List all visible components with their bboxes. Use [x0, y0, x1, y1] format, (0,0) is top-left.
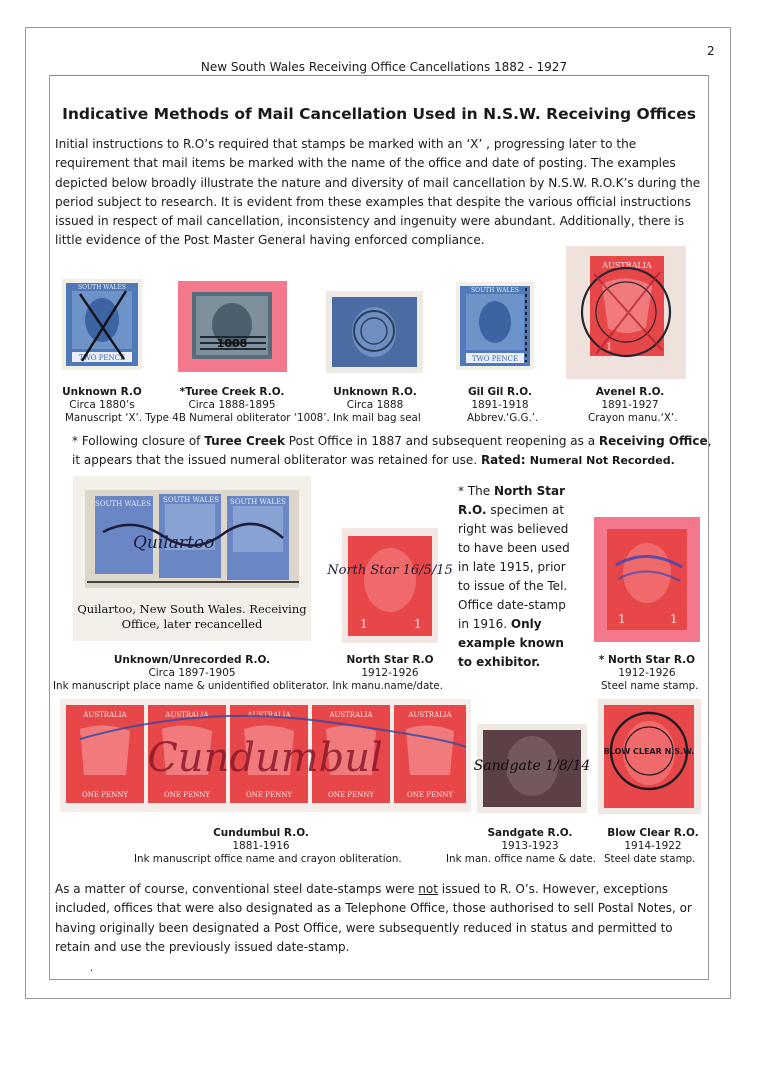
caption-quilartoo: [97, 654, 287, 680]
stamp-turee-creek-mount: [178, 281, 287, 372]
stamp-legend-text: SOUTH WALES: [230, 498, 286, 506]
note-text: * Following closure of: [72, 434, 205, 448]
caption-name: * North Star R.O: [598, 654, 696, 666]
stray-mark: ·: [90, 966, 94, 977]
stamp-value-text: 1: [618, 612, 626, 626]
caption-name: *Turee Creek R.O.: [179, 386, 285, 398]
caption-unknown-ro-2: [320, 386, 430, 412]
caption-date: 1912-1926: [618, 667, 676, 679]
stamp-legend-text: AUSTRALIA: [83, 711, 127, 719]
stamp-legend-text: SOUTH WALES: [78, 284, 126, 291]
sandgate-description: Ink man. office name & date.: [446, 853, 597, 865]
stamp-value-text: ONE PENNY: [82, 791, 128, 799]
note-text: Post Office in 1887 and subsequent reopening as a: [284, 434, 599, 448]
note-office: Turee Creek: [204, 434, 285, 448]
caption-date: 1913-1923: [501, 840, 559, 852]
caption-unknown-ro-1: [52, 386, 152, 412]
page-number: 2: [707, 44, 715, 58]
caption-sandgate: [475, 827, 585, 853]
stamp-value-text: 1: [414, 617, 422, 631]
quilartoo-label-line-1: Quilartoo, New South Wales. Receiving: [77, 602, 307, 616]
numeral-obliterator-text: 1008: [216, 337, 248, 350]
caption-date: 1891-1918: [471, 399, 529, 411]
manuscript-office-date: North Star 16/5/15: [327, 563, 453, 578]
note-text: , it appears that the issued numeral obliterator was retained for use.: [72, 434, 712, 467]
gil-gil-description: Abbrev.‘G.G.’.: [467, 412, 539, 424]
stamp-value-text: TWO PENCE: [78, 354, 126, 362]
caption-date: 1891-1927: [601, 399, 659, 411]
caption-name: Gil Gil R.O.: [468, 386, 532, 398]
caption-date: 1881-1916: [232, 840, 290, 852]
stamp-legend-text: AUSTRALIA: [602, 261, 652, 270]
caption-date: Circa 1897-1905: [148, 667, 236, 679]
caption-north-star: [335, 654, 445, 680]
stamp-quilartoo-piece: [73, 476, 311, 641]
stamp-unknown-ro-2: [326, 291, 423, 373]
stamp-legend-text: SOUTH WALES: [95, 500, 151, 508]
stamp-blow-clear: [598, 699, 701, 814]
north-star-note: [458, 482, 576, 672]
page-title: Indicative Methods of Mail Cancellation Used in N.S.W. Receiving Offices: [62, 105, 696, 123]
stamp-legend-text: AUSTRALIA: [165, 711, 209, 719]
manuscript-office-date: Sandgate 1/8/14: [473, 758, 591, 774]
caption-date: Circa 1888: [346, 399, 404, 411]
stamp-value-text: 1: [670, 612, 678, 626]
caption-date: 1914-1922: [624, 840, 682, 852]
stamp-north-star: [327, 528, 453, 643]
outro-text: As a matter of course, conventional steel date-stamps were: [55, 882, 419, 896]
cundumbul-description: Ink manuscript office name and crayon obliteration.: [134, 853, 402, 865]
stamp-value-text: 1: [360, 617, 368, 631]
outro-emphasis: not: [418, 882, 438, 896]
row1-description: Manuscript ‘X’. Type 4B Numeral obliterator ‘1008’. Ink mail bag seal: [65, 412, 421, 424]
closing-paragraph: [55, 880, 710, 957]
caption-date: Circa 1880’s: [69, 399, 135, 411]
outro-text: issued to R. O’s. However, exceptions included, offices that were also designated as a Telephone Office, those authorised to sell Postal Notes, or having originally been designated a Post Office, were subsequently reduced in status and permitted to retain and use the previously issued date-stamp.: [55, 882, 692, 954]
caption-name: North Star R.O: [346, 654, 434, 666]
caption-name: Unknown R.O: [62, 386, 142, 398]
stamp-legend-text: AUSTRALIA: [329, 711, 373, 719]
stamp-legend-text: AUSTRALIA: [247, 711, 291, 719]
stamp-value-text: ONE PENNY: [164, 791, 210, 799]
caption-avenel: [580, 386, 680, 412]
caption-date: 1912-1926: [361, 667, 419, 679]
note-rated-label: Rated:: [480, 453, 530, 467]
stamp-value-text: ONE PENNY: [246, 791, 292, 799]
blow-clear-description: Steel date stamp.: [604, 853, 696, 865]
stamp-gil-gil: [456, 282, 534, 370]
stamp-north-star-mount: [594, 517, 700, 642]
stamp-sandgate: [473, 724, 591, 813]
caption-name: Cundumbul R.O.: [213, 827, 309, 839]
caption-north-star-steel: [592, 654, 702, 680]
turee-creek-note: [72, 432, 712, 470]
manuscript-place-name: Quilartoo: [133, 533, 215, 553]
note-text: * The: [458, 484, 494, 498]
stamp-value-text: ONE PENNY: [328, 791, 374, 799]
avenel-description: Crayon manu.‘X’.: [588, 412, 678, 424]
caption-name: Sandgate R.O.: [487, 827, 573, 839]
page-header: New South Wales Receiving Office Cancellations 1882 - 1927: [200, 60, 568, 74]
caption-cundumbul: [196, 827, 326, 853]
note-ro: Receiving Office: [598, 434, 708, 448]
stamp-avenel: [566, 246, 686, 379]
quilartoo-label-line-2: Office, later recancelled: [121, 617, 263, 631]
note-text: specimen at right was believed to have been used in late 1915, prior to issue of the Tel. Office date-stamp in 1916.: [458, 503, 570, 631]
north-star-steel-description: Steel name stamp.: [601, 680, 699, 692]
caption-date: Circa 1888-1895: [188, 399, 276, 411]
stamp-legend-text: SOUTH WALES: [163, 496, 219, 504]
stamp-value-text: 1: [606, 342, 613, 353]
stamp-value-text: ONE PENNY: [407, 791, 453, 799]
stamp-unknown-ro-1: [62, 279, 142, 370]
caption-name: Avenel R.O.: [595, 386, 665, 398]
row2-description: Ink manuscript place name & unidentified obliterator. Ink manu.name/date.: [53, 680, 444, 692]
intro-paragraph: Initial instructions to R.O’s required that stamps be marked with an ‘X’ , progressing later to the requirement that mail items be marked with the name of the office and date of posting. The examples depicted below broadly illustrate the nature and diversity of mail cancellation by N.S.W. R.O.K’s during the period subject to research. It is evident from these examples that despite the various official instructions issued in respect of mail cancellation, inconsistency and ingenuity were abundant. Additionally, there is little evidence of the Post Master General having enforced compliance.: [55, 137, 701, 248]
note-rated-value: Numeral Not Recorded.: [529, 454, 675, 467]
stamp-cundumbul-strip: [60, 699, 471, 812]
caption-blow-clear: [598, 827, 708, 853]
note-office: North Star R.O.: [458, 484, 566, 517]
caption-name: Blow Clear R.O.: [607, 827, 699, 839]
stamp-legend-text: AUSTRALIA: [408, 711, 452, 719]
caption-gil-gil: [455, 386, 545, 412]
caption-turee-creek: [172, 386, 292, 412]
postmark-text: BLOW CLEAR N.S.W.: [603, 747, 695, 756]
stamp-legend-text: SOUTH WALES: [471, 287, 519, 294]
note-emphasis: Only example known to exhibitor.: [458, 617, 564, 669]
caption-name: Unknown/Unrecorded R.O.: [113, 654, 271, 666]
caption-name: Unknown R.O.: [333, 386, 417, 398]
manuscript-office-name: Cundumbul: [147, 735, 383, 781]
stamp-value-text: TWO PENCE: [471, 355, 519, 363]
